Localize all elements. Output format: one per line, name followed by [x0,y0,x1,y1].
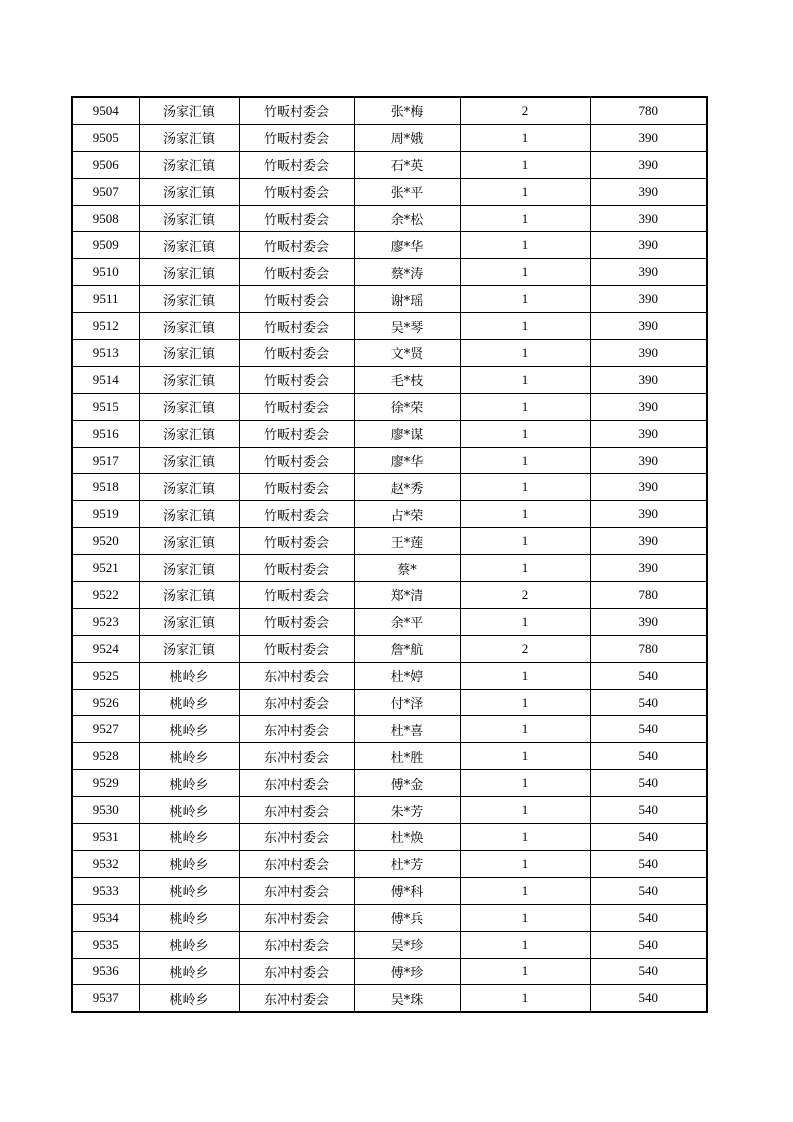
cell-town: 汤家汇镇 [139,420,239,447]
cell-name: 傅*珍 [354,958,460,985]
cell-village: 东冲村委会 [239,662,354,689]
cell-count: 1 [460,958,590,985]
cell-amount: 540 [590,662,707,689]
cell-id: 9537 [72,985,139,1012]
table-row [72,259,707,286]
cell-amount: 540 [590,985,707,1012]
cell-id: 9514 [72,366,139,393]
cell-name: 余*松 [354,205,460,232]
cell-village: 竹畈村委会 [239,447,354,474]
cell-town: 桃岭乡 [139,877,239,904]
cell-count: 1 [460,797,590,824]
cell-count: 1 [460,555,590,582]
cell-town: 汤家汇镇 [139,608,239,635]
cell-town: 桃岭乡 [139,689,239,716]
cell-name: 赵*秀 [354,474,460,501]
cell-id: 9531 [72,824,139,851]
table-row [72,770,707,797]
table-row [72,985,707,1012]
cell-amount: 540 [590,824,707,851]
cell-name: 朱*芳 [354,797,460,824]
cell-village: 竹畈村委会 [239,393,354,420]
cell-count: 1 [460,501,590,528]
cell-village: 东冲村委会 [239,850,354,877]
cell-amount: 390 [590,366,707,393]
records-table [71,96,708,1013]
cell-name: 杜*喜 [354,716,460,743]
cell-name: 吴*珠 [354,985,460,1012]
cell-village: 竹畈村委会 [239,366,354,393]
cell-village: 竹畈村委会 [239,178,354,205]
cell-count: 1 [460,313,590,340]
cell-name: 吴*琴 [354,313,460,340]
cell-name: 谢*瑶 [354,286,460,313]
cell-village: 竹畈村委会 [239,420,354,447]
cell-village: 东冲村委会 [239,716,354,743]
cell-town: 桃岭乡 [139,958,239,985]
cell-name: 傅*科 [354,877,460,904]
table-row [72,420,707,447]
table-row [72,474,707,501]
cell-name: 占*荣 [354,501,460,528]
cell-count: 1 [460,286,590,313]
cell-name: 詹*航 [354,635,460,662]
cell-name: 周*娥 [354,124,460,151]
cell-count: 1 [460,931,590,958]
cell-town: 汤家汇镇 [139,582,239,609]
cell-town: 汤家汇镇 [139,313,239,340]
cell-count: 1 [460,447,590,474]
cell-id: 9504 [72,97,139,124]
cell-village: 东冲村委会 [239,797,354,824]
cell-amount: 540 [590,904,707,931]
table-row [72,447,707,474]
cell-id: 9524 [72,635,139,662]
cell-name: 吴*珍 [354,931,460,958]
cell-id: 9516 [72,420,139,447]
cell-count: 1 [460,743,590,770]
cell-village: 东冲村委会 [239,877,354,904]
cell-count: 1 [460,528,590,555]
table-row [72,716,707,743]
cell-village: 竹畈村委会 [239,582,354,609]
cell-id: 9536 [72,958,139,985]
cell-count: 1 [460,770,590,797]
cell-town: 桃岭乡 [139,797,239,824]
cell-village: 竹畈村委会 [239,474,354,501]
cell-village: 东冲村委会 [239,931,354,958]
cell-town: 汤家汇镇 [139,151,239,178]
cell-village: 东冲村委会 [239,743,354,770]
cell-count: 1 [460,420,590,447]
table-row [72,931,707,958]
cell-count: 1 [460,232,590,259]
cell-name: 廖*谋 [354,420,460,447]
cell-amount: 540 [590,797,707,824]
cell-id: 9510 [72,259,139,286]
cell-id: 9508 [72,205,139,232]
cell-village: 东冲村委会 [239,904,354,931]
cell-amount: 390 [590,232,707,259]
cell-town: 桃岭乡 [139,824,239,851]
cell-id: 9527 [72,716,139,743]
records-body [72,97,707,1012]
cell-amount: 540 [590,958,707,985]
cell-amount: 780 [590,582,707,609]
table-row [72,850,707,877]
cell-id: 9511 [72,286,139,313]
cell-amount: 540 [590,931,707,958]
cell-amount: 390 [590,474,707,501]
table-row [72,608,707,635]
cell-village: 竹畈村委会 [239,555,354,582]
cell-id: 9534 [72,904,139,931]
cell-id: 9506 [72,151,139,178]
cell-id: 9530 [72,797,139,824]
cell-name: 杜*焕 [354,824,460,851]
table-row [72,528,707,555]
cell-id: 9528 [72,743,139,770]
cell-town: 桃岭乡 [139,770,239,797]
cell-id: 9525 [72,662,139,689]
cell-count: 2 [460,582,590,609]
table-row [72,555,707,582]
cell-count: 1 [460,904,590,931]
cell-count: 1 [460,178,590,205]
cell-name: 廖*华 [354,447,460,474]
cell-town: 汤家汇镇 [139,366,239,393]
table-row [72,124,707,151]
cell-id: 9509 [72,232,139,259]
cell-name: 蔡*涛 [354,259,460,286]
cell-amount: 390 [590,393,707,420]
cell-town: 汤家汇镇 [139,635,239,662]
cell-id: 9515 [72,393,139,420]
cell-count: 1 [460,716,590,743]
cell-id: 9505 [72,124,139,151]
cell-town: 汤家汇镇 [139,447,239,474]
cell-village: 东冲村委会 [239,958,354,985]
cell-name: 王*莲 [354,528,460,555]
cell-amount: 390 [590,178,707,205]
table-row [72,366,707,393]
cell-town: 汤家汇镇 [139,178,239,205]
cell-name: 傅*金 [354,770,460,797]
cell-amount: 540 [590,743,707,770]
table-row [72,824,707,851]
cell-name: 张*平 [354,178,460,205]
cell-count: 2 [460,97,590,124]
table-row [72,151,707,178]
cell-amount: 390 [590,420,707,447]
cell-amount: 390 [590,313,707,340]
table-row [72,286,707,313]
cell-name: 杜*胜 [354,743,460,770]
cell-id: 9523 [72,608,139,635]
cell-village: 竹畈村委会 [239,313,354,340]
table-row [72,340,707,367]
cell-village: 竹畈村委会 [239,528,354,555]
cell-id: 9507 [72,178,139,205]
cell-village: 竹畈村委会 [239,501,354,528]
cell-town: 桃岭乡 [139,985,239,1012]
cell-id: 9520 [72,528,139,555]
cell-name: 傅*兵 [354,904,460,931]
table-row [72,313,707,340]
cell-count: 1 [460,689,590,716]
table-row [72,501,707,528]
cell-town: 汤家汇镇 [139,97,239,124]
table-row [72,689,707,716]
cell-amount: 540 [590,689,707,716]
cell-amount: 390 [590,259,707,286]
cell-count: 1 [460,474,590,501]
cell-town: 汤家汇镇 [139,286,239,313]
table-row [72,205,707,232]
cell-village: 竹畈村委会 [239,151,354,178]
cell-amount: 540 [590,770,707,797]
cell-id: 9522 [72,582,139,609]
cell-id: 9519 [72,501,139,528]
cell-village: 竹畈村委会 [239,205,354,232]
cell-town: 桃岭乡 [139,716,239,743]
cell-name: 付*泽 [354,689,460,716]
cell-village: 竹畈村委会 [239,97,354,124]
table-row [72,797,707,824]
cell-name: 余*平 [354,608,460,635]
cell-count: 1 [460,877,590,904]
cell-name: 石*英 [354,151,460,178]
cell-count: 1 [460,259,590,286]
cell-name: 毛*枝 [354,366,460,393]
cell-name: 廖*华 [354,232,460,259]
cell-amount: 390 [590,151,707,178]
cell-town: 桃岭乡 [139,662,239,689]
cell-id: 9521 [72,555,139,582]
cell-amount: 390 [590,447,707,474]
cell-amount: 390 [590,528,707,555]
table-row [72,743,707,770]
cell-amount: 780 [590,635,707,662]
cell-count: 1 [460,662,590,689]
cell-count: 2 [460,635,590,662]
table-row [72,635,707,662]
cell-village: 竹畈村委会 [239,259,354,286]
cell-amount: 390 [590,340,707,367]
cell-count: 1 [460,985,590,1012]
cell-amount: 390 [590,501,707,528]
cell-village: 竹畈村委会 [239,635,354,662]
table-row [72,877,707,904]
cell-id: 9517 [72,447,139,474]
cell-village: 东冲村委会 [239,824,354,851]
cell-name: 张*梅 [354,97,460,124]
cell-village: 竹畈村委会 [239,608,354,635]
cell-name: 郑*清 [354,582,460,609]
cell-amount: 390 [590,608,707,635]
cell-id: 9533 [72,877,139,904]
cell-name: 杜*芳 [354,850,460,877]
cell-town: 汤家汇镇 [139,259,239,286]
cell-town: 汤家汇镇 [139,232,239,259]
cell-id: 9512 [72,313,139,340]
cell-village: 东冲村委会 [239,770,354,797]
cell-town: 桃岭乡 [139,850,239,877]
table-row [72,178,707,205]
cell-name: 文*贤 [354,340,460,367]
cell-town: 汤家汇镇 [139,205,239,232]
cell-village: 竹畈村委会 [239,124,354,151]
cell-town: 桃岭乡 [139,931,239,958]
cell-count: 1 [460,205,590,232]
cell-count: 1 [460,608,590,635]
cell-count: 1 [460,124,590,151]
cell-amount: 540 [590,877,707,904]
cell-amount: 390 [590,205,707,232]
table-row [72,393,707,420]
cell-amount: 390 [590,286,707,313]
cell-town: 汤家汇镇 [139,474,239,501]
cell-town: 桃岭乡 [139,743,239,770]
cell-amount: 540 [590,850,707,877]
cell-id: 9513 [72,340,139,367]
cell-town: 汤家汇镇 [139,124,239,151]
cell-town: 汤家汇镇 [139,528,239,555]
cell-count: 1 [460,340,590,367]
table-row [72,662,707,689]
cell-id: 9532 [72,850,139,877]
cell-village: 东冲村委会 [239,985,354,1012]
cell-town: 汤家汇镇 [139,501,239,528]
table-row [72,958,707,985]
cell-village: 竹畈村委会 [239,340,354,367]
cell-town: 桃岭乡 [139,904,239,931]
cell-count: 1 [460,393,590,420]
cell-name: 蔡* [354,555,460,582]
cell-village: 竹畈村委会 [239,232,354,259]
cell-village: 竹畈村委会 [239,286,354,313]
cell-id: 9529 [72,770,139,797]
cell-town: 汤家汇镇 [139,555,239,582]
cell-amount: 780 [590,97,707,124]
cell-amount: 390 [590,124,707,151]
cell-village: 东冲村委会 [239,689,354,716]
cell-name: 杜*婷 [354,662,460,689]
cell-count: 1 [460,151,590,178]
cell-id: 9526 [72,689,139,716]
table-row [72,904,707,931]
cell-town: 汤家汇镇 [139,393,239,420]
table-row [72,582,707,609]
cell-town: 汤家汇镇 [139,340,239,367]
cell-count: 1 [460,850,590,877]
cell-id: 9518 [72,474,139,501]
cell-id: 9535 [72,931,139,958]
table-row [72,97,707,124]
cell-name: 徐*荣 [354,393,460,420]
cell-count: 1 [460,824,590,851]
cell-amount: 540 [590,716,707,743]
cell-count: 1 [460,366,590,393]
cell-amount: 390 [590,555,707,582]
table-row [72,232,707,259]
